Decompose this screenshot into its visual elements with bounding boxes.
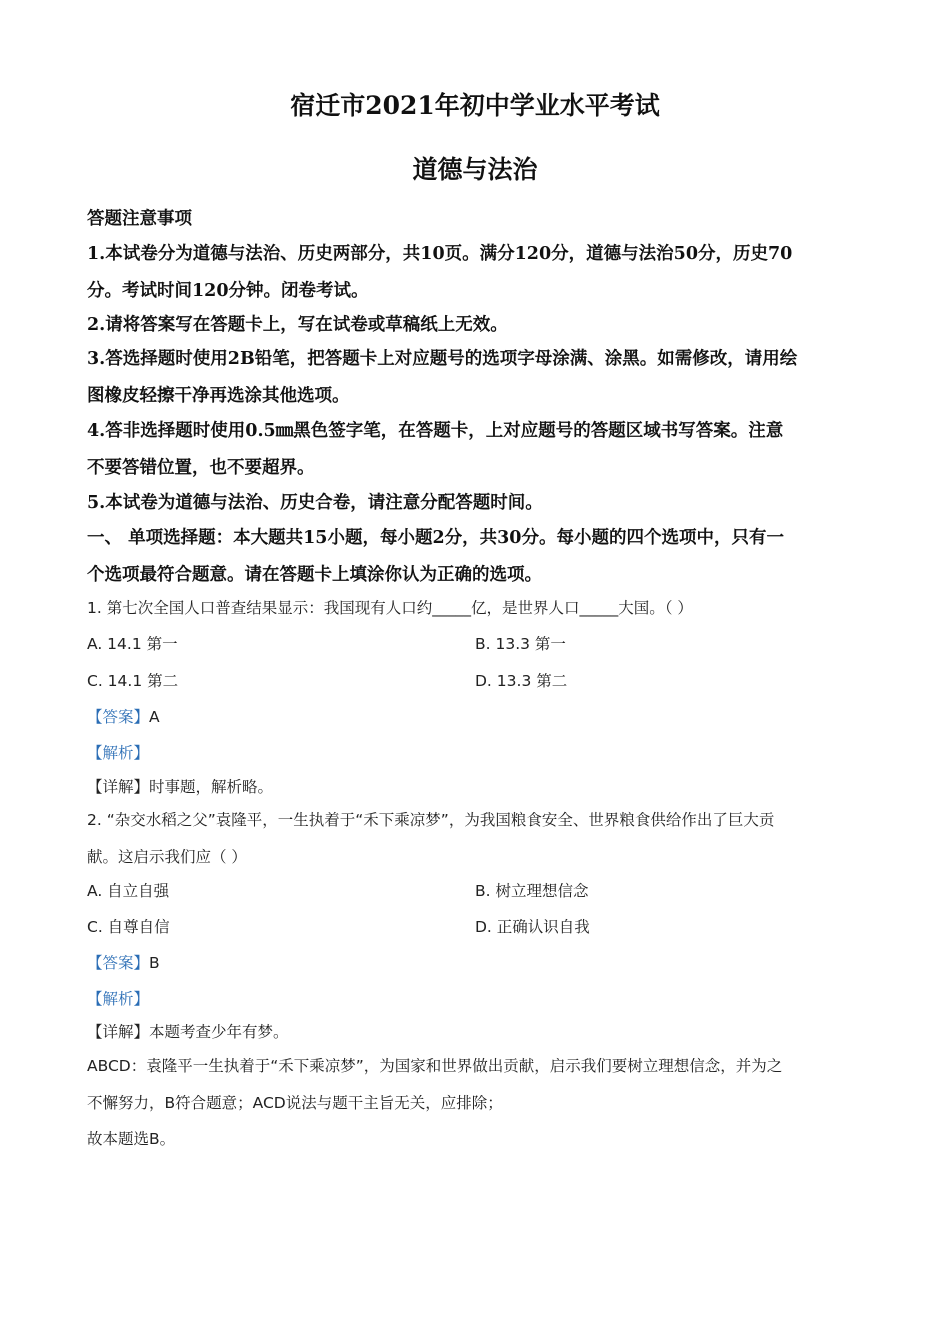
q2-option-c: C. 自尊自信	[87, 918, 170, 936]
section-heading: 个选项最符合题意。请在答题卡上填涂你认为正确的选项。	[87, 565, 542, 585]
q1-option-c: C. 14.1 第二	[87, 672, 179, 690]
q2-option-d: D. 正确认识自我	[475, 918, 590, 936]
notice-line: 图橡皮轻擦干净再选涂其他选项。	[87, 386, 350, 406]
answer-tag: 【答案】	[87, 954, 150, 972]
answer-value: A	[149, 708, 160, 726]
section-heading: 一、 单项选择题：本大题共15小题，每小题2分，共30分。每小题的四个选项中，只有一	[87, 528, 784, 548]
q1-option-d: D. 13.3 第二	[475, 672, 568, 690]
q1-detail	[87, 775, 273, 797]
question-1-stem: 1. 第七次全国人口普查结果显示：我国现有人口约_____亿，是世界人口_____大国。（ ）	[87, 599, 693, 617]
q2-option-b: B. 树立理想信念	[475, 882, 589, 900]
q1-option-b: B. 13.3 第一	[475, 635, 566, 653]
detail-tag: 【详解】	[87, 778, 150, 796]
detail-text: 本题考查少年有梦。	[149, 1023, 289, 1041]
q2-explanation: 故本题选B。	[87, 1130, 176, 1148]
q1-analysis-tag: 【解析】	[87, 744, 150, 762]
question-2-stem: 献。这启示我们应（ ）	[87, 848, 247, 866]
question-2-stem: 2. “杂交水稻之父”袁隆平，一生执着于“禾下乘凉梦”，为我国粮食安全、世界粮食供给作出了巨大贡	[87, 811, 775, 829]
notice-heading: 答题注意事项	[87, 209, 192, 229]
q2-analysis-tag: 【解析】	[87, 990, 150, 1008]
answer-value: B	[149, 954, 160, 972]
detail-tag: 【详解】	[87, 1023, 150, 1041]
q2-explanation: 不懈努力，B符合题意；ACD说法与题干主旨无关，应排除；	[87, 1094, 503, 1112]
answer-tag: 【答案】	[87, 708, 150, 726]
q1-answer	[87, 705, 160, 727]
subject-title: 道德与法治	[412, 155, 538, 184]
notice-line: 2.请将答案写在答题卡上，写在试卷或草稿纸上无效。	[87, 315, 508, 335]
notice-line: 3.答选择题时使用2B铅笔，把答题卡上对应题号的选项字母涂满、涂黑。如需修改，请用绘	[87, 349, 798, 369]
notice-line: 分。考试时间120分钟。闭卷考试。	[87, 281, 369, 301]
q2-detail	[87, 1020, 289, 1042]
q2-answer	[87, 951, 160, 973]
q2-option-a: A. 自立自强	[87, 882, 170, 900]
notice-line: 不要答错位置，也不要超界。	[87, 458, 315, 478]
q2-explanation: ABCD：袁隆平一生执着于“禾下乘凉梦”，为国家和世界做出贡献，启示我们要树立理想信念，并为之	[87, 1057, 783, 1075]
notice-line: 4.答非选择题时使用0.5㎜黑色签字笔，在答题卡，上对应题号的答题区域书写答案。注意	[87, 421, 784, 441]
detail-text: 时事题，解析略。	[149, 778, 274, 796]
q1-option-a: A. 14.1 第一	[87, 635, 178, 653]
notice-line: 5.本试卷为道德与法治、历史合卷，请注意分配答题时间。	[87, 493, 543, 513]
notice-line: 1.本试卷分为道德与法治、历史两部分，共10页。满分120分，道德与法治50分，历史70	[87, 244, 793, 264]
exam-title: 宿迁市2021年初中学业水平考试	[290, 91, 660, 120]
